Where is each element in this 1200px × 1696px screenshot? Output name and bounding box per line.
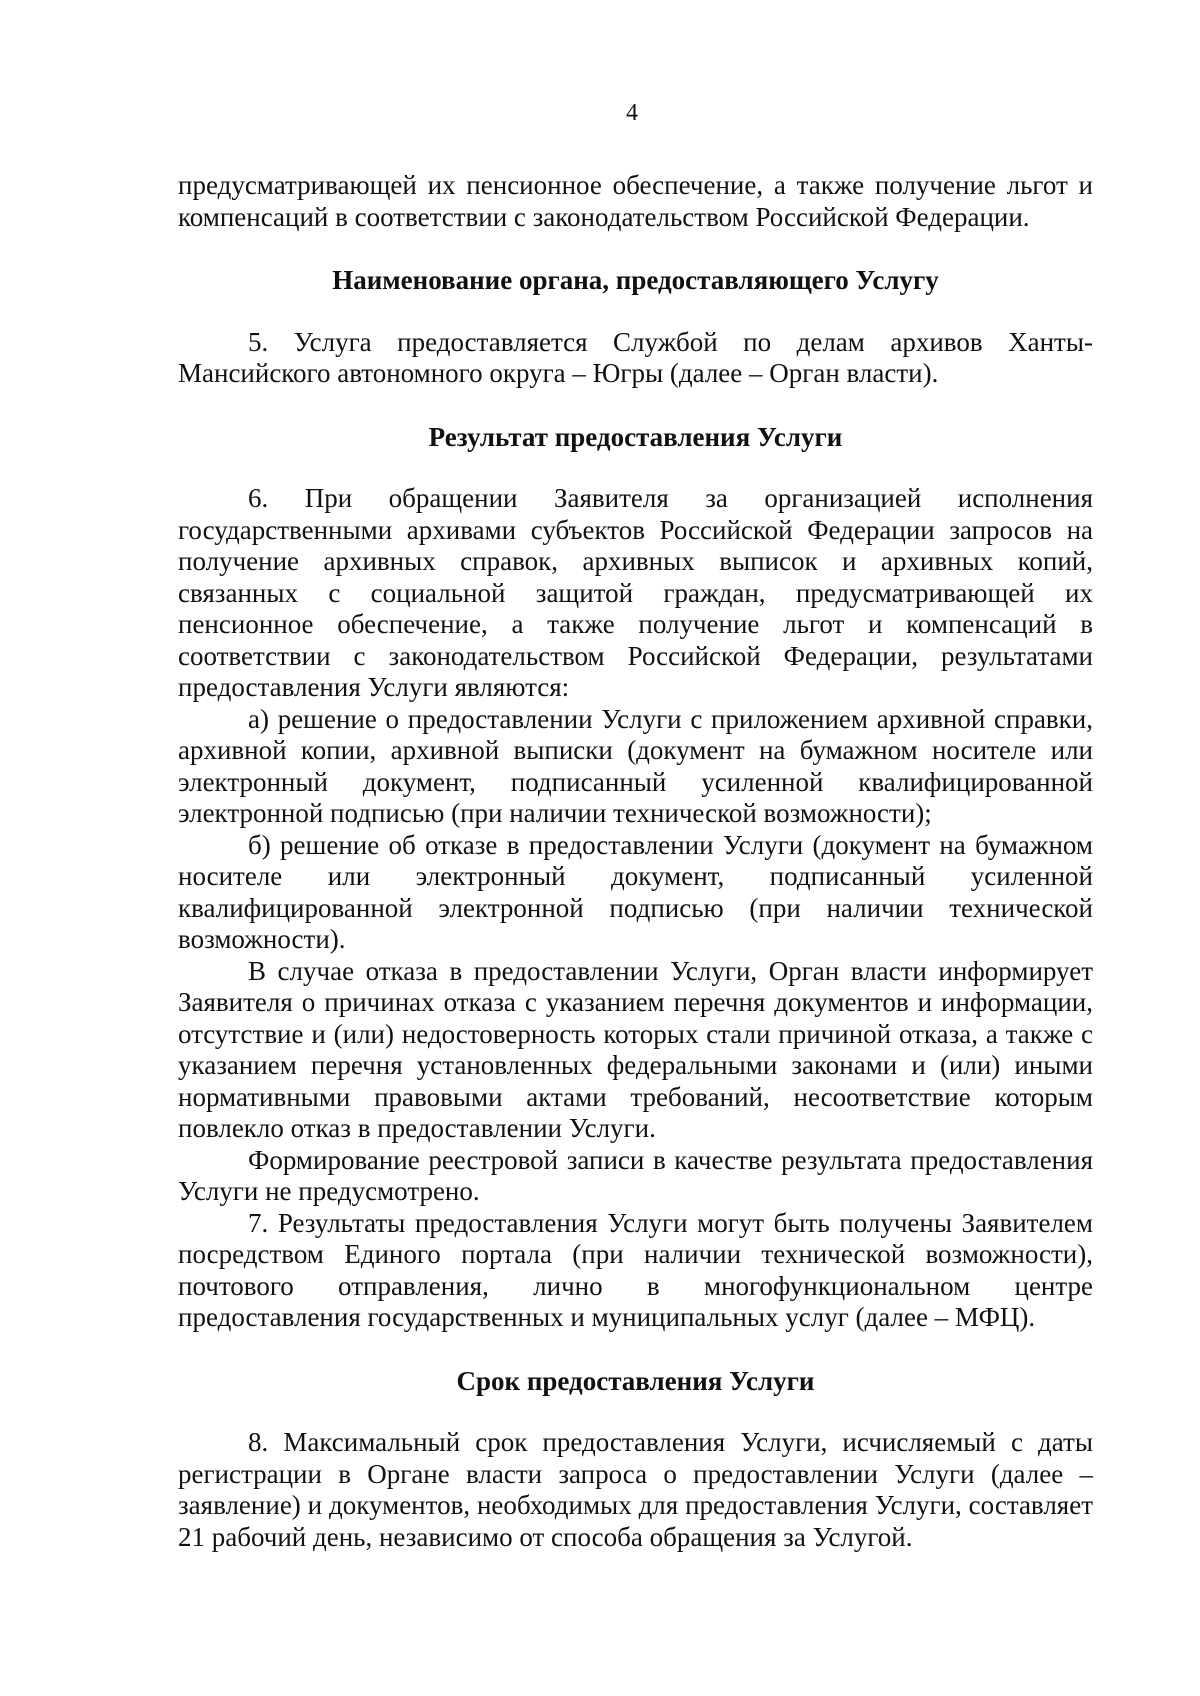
heading-authority-name: Наименование органа, предоставляющего Услугу [332,265,939,295]
paragraph-6a: а) решение о предоставлении Услуги с приложением архивной справки, архивной копии, архивной выписки (документ на бумажном носителе или электронный документ, подписанный усиленной квалифицированной электронной подписью (при наличии технической возможности); [178,703,1093,828]
document-body [178,170,1093,1553]
paragraph-continuation: предусматривающей их пенсионное обеспечение, а также получение льгот и компенсаций в соответствии с законодательством Российской Федерации. [178,170,1093,232]
paragraph-6d: Формирование реестровой записи в качестве результата предоставления Услуги не предусмотрено. [178,1144,1093,1206]
paragraph-6b: б) решение об отказе в предоставлении Услуги (документ на бумажном носителе или электронный документ, подписанный усиленной квалифицированной электронной подписью (при наличии технической возможности). [178,829,1093,954]
paragraph-6: 6. При обращении Заявителя за организацией исполнения государственными архивами субъектов Российской Федерации запросов на получение архивных справок, архивных выписок и архивных копий, связанных с социальной защитой граждан, предусматривающей их пенсионное обеспечение, а также получение льгот и компенсаций в соответствии с законодательством Российской Федерации, результатами предоставления Услуги являются: [178,483,1093,702]
paragraph-7: 7. Результаты предоставления Услуги могут быть получены Заявителем посредством Единого портала (при наличии технической возможности), почтового отправления, лично в многофункциональном центре предоставления государственных и муниципальных услуг (далее – МФЦ). [178,1207,1093,1332]
paragraph-6c: В случае отказа в предоставлении Услуги, Орган власти информирует Заявителя о причинах отказа с указанием перечня документов и информации, отсутствие и (или) недостоверность которых стали причиной отказа, а также с указанием перечня установленных федеральными законами и (или) иными нормативными правовыми актами требований, несоответствие которым повлекло отказ в предоставлении Услуги. [178,955,1093,1143]
heading-service-result: Результат предоставления Услуги [428,421,843,452]
paragraph-8: 8. Максимальный срок предоставления Услуги, исчисляемый с даты регистрации в Органе власти запроса о предоставлении Услуги (далее – заявление) и документов, необходимых для предоставления Услуги, составляет 21 рабочий день, независимо от способа обращения за Услугой. [178,1427,1093,1552]
heading-service-term: Срок предоставления Услуги [456,1365,815,1396]
page-number: 4 [626,100,638,126]
paragraph-5: 5. Услуга предоставляется Службой по делам архивов Ханты-Мансийского автономного округа – Югры (далее – Орган власти). [178,326,1093,388]
